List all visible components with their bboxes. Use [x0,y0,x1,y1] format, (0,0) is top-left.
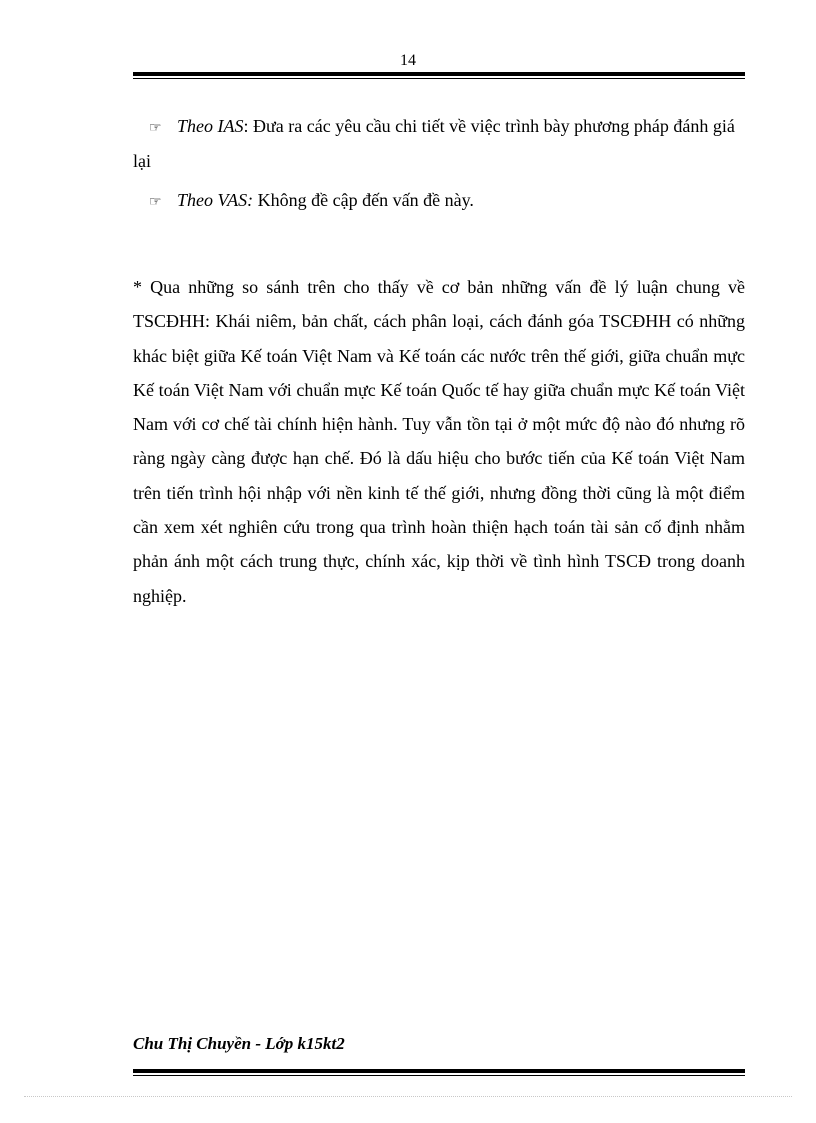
bullet-theo-ias [133,110,745,177]
bullet-text: Đưa ra các yêu cầu chi tiết về việc trình bày phương pháp đánh giá lại [133,116,735,171]
pointing-hand-icon: ☞ [149,121,162,136]
body-paragraph: * Qua những so sánh trên cho thấy về cơ bản những vấn đề lý luận chung về TSCĐHH: Khái niêm, bản chất, cách phân loại, cách đánh góa TSCĐHH có những khác biệt giữa Kế toán Việt Nam và Kế toán các nước trên thế giới, giữa chuẩn mực Kế toán Việt Nam với chuẩn mực Kế toán Quốc tế hay giữa chuẩn mực Kế toán Việt Nam với cơ chế tài chính hiện hành. Tuy vẫn tồn tại ở một mức độ nào đó nhưng rõ ràng ngày càng được hạn chế. Đó là dấu hiệu cho bước tiến của Kế toán Việt Nam trên tiến trình hội nhập với nền kinh tế thế giới, nhưng đồng thời cũng là một điểm cần xem xét nghiên cứu trong qua trình hoàn thiện hạch toán tài sản cố định nhằm phản ánh một cách trung thực, chính xác, kịp thời về tình hình TSCĐ trong doanh nghiệp. [133,277,745,606]
bullet-label: Theo VAS: [177,190,254,210]
footer-author: Chu Thị Chuyền - Lớp k15kt2 [133,1034,345,1053]
header-rule [133,72,745,79]
page-number: 14 [400,52,416,69]
page-edge-dots [24,1096,792,1097]
bullet-separator: : [243,116,249,136]
bullet-text: Không đề cập đến vấn đề này. [253,190,474,210]
pointing-hand-icon: ☞ [149,195,162,210]
footer-rule [133,1069,745,1076]
bullet-theo-vas [133,184,745,219]
bullet-label: Theo IAS [177,116,244,136]
